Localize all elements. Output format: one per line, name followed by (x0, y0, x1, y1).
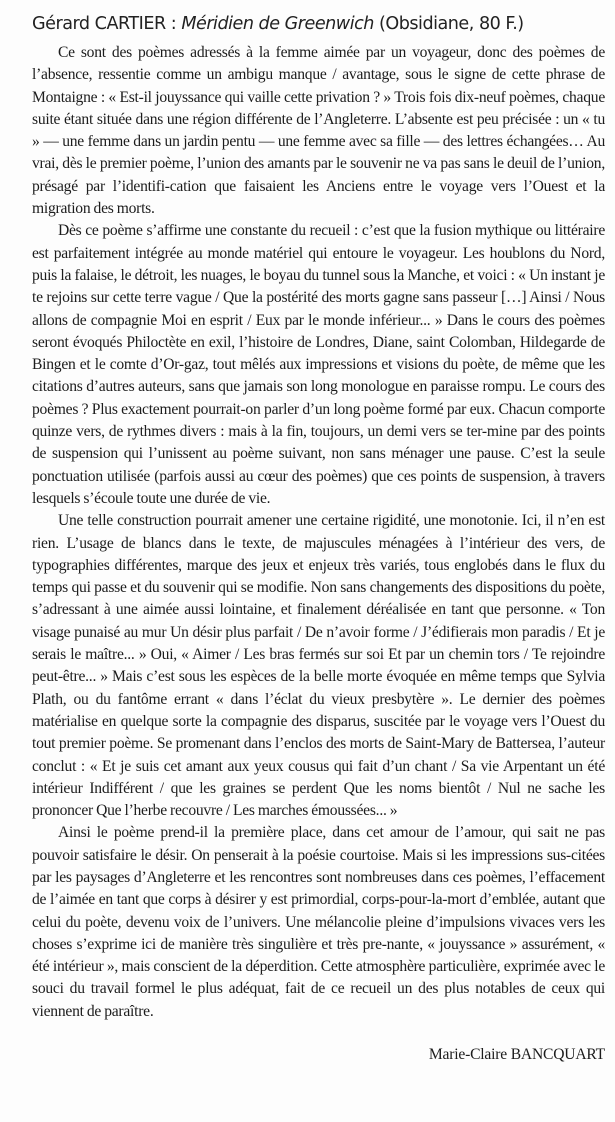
review-heading (32, 12, 605, 36)
paragraph-1: Ce sont des poèmes adressés à la femme aimée par un voyageur, donc des poèmes de l’absence, ressentie comme un ambigu manque / avantage, sous le signe de cette phrase de Montaigne : « Est-il jouyssance qui vaille cette privation ? » Trois fois dix-neuf poèmes, chaque suite étant située dans une région différente de l’Angleterre. L’absente est peu précisée : un « tu » — une femme dans un jardin pentu — une femme avec sa fille — des lettres échangées… Au vrai, dès le premier poème, l’union des amants par le souvenir ne va pas sans le deuil de l’union, présagé par l’identifi-cation que faisaient les Anciens entre le voyage vers l’Ouest et la migration des morts. (32, 44, 605, 218)
heading-publisher: (Obsidiane, 80 F.) (373, 14, 524, 34)
paragraph-4: Ainsi le poème prend-il la première place, dans cet amour de l’amour, qui sait ne pas pouvoir satisfaire le désir. On penserait à la poésie courtoise. Mais si les impressions sus-citées par les paysages d’Angleterre et les rencontres sont nombreuses dans ces poèmes, l’effacement de l’aimée en tant que corps à désirer y est primordial, corps-pour-la-mort d’emblée, autant que celui du poète, devenu voix de l’univers. Une mélancolie pleine d’impulsions vivaces vers les choses s’exprime ici de manière très singulière et très pre-nante, « jouyssance » assurément, « été intérieur », mais conscient de la déperdition. Cette atmosphère particulière, exprimée avec le souci du travail formel le plus adéquat, fait de ce recueil un des plus notables de ceux qui viennent de paraître. (32, 824, 605, 1020)
heading-author: Gérard CARTIER : (32, 14, 182, 34)
review-body (24, 42, 605, 1023)
heading-book-title: Méridien de Greenwich (181, 14, 374, 34)
paragraph-3: Une telle construction pourrait amener une certaine rigidité, une monotonie. Ici, il n’en est rien. L’usage de blancs dans le texte, de majuscules ménagées à l’intérieur des vers, de typographies différentes, marque des jeux et enjeux très variés, tous englobés dans le flux du temps qui passe et du souvenir qui se modifie. Non sans changements des dispositions du poète, s’adressant à une aimée aussi lointaine, et finalement déréalisée en tant que personne. « Ton visage punaisé au mur Un désir plus parfait / De n’avoir forme / J’édifierais mon paradis / Et je serais le maître... » Oui, « Aimer / Les bras fermés sur soi Et par un chemin tors / Te rejoindre peut-être... » Mais c’est sous les espèces de la belle morte évoquée en même temps que Sylvia Plath, ou du fantôme errant « dans l’éclat du vieux presbytère ». Le dernier des poèmes matérialise en quelque sorte la compagnie des disparus, suscitée par le voyage vers l’Ouest du tout premier poème. Se promenant dans l’enclos des morts de Saint-Mary de Battersea, l’auteur conclut : « Et je suis cet amant aux yeux cousus qui fait d’un chant / Sa vie Arpentant un été intérieur Indifférent / que les graines se perdent Que les noms bientôt / Nul ne sache les prononcer Que l’herbe recouvre / Les marches émoussées... » (32, 512, 605, 820)
review-page (24, 12, 605, 1066)
paragraph-2: Dès ce poème s’affirme une constante du recueil : c’est que la fusion mythique ou littéraire est parfaitement intégrée au monde matériel qui entoure le voyageur. Les houblons du Nord, puis la falaise, le détroit, les nuages, le boyau du tunnel sous la Manche, et voici : « Un instant je te rejoins sur cette terre vague / Que la postérité des morts gagne sans passeur […] Ainsi / Nous allons de compagnie Moi en esprit / Eux par le monde inférieur... » Dans le cours des poèmes seront évoqués Philoctète en exil, l’histoire de Londres, Diane, saint Colomban, Hildegarde de Bingen et le comte d’Or-gaz, tout mêlés aux impressions et visions du poète, de même que les citations d’autres auteurs, sans que jamais son long monologue en paraisse rompu. Le cours des poèmes ? Plus exactement pourrait-on parler d’un long poème formé par eux. Chacun comporte quinze vers, de rythmes divers : mais à la fin, toujours, un demi vers se ter-mine par des points de suspension qui l’unissent au poème suivant, non sans ménager une pause. C’est la seule ponctuation utilisée (parfois aussi au cœur des poèmes) que ces points de suspension, à travers lesquels s’écoule toute une durée de vie. (32, 222, 605, 507)
reviewer-signature: Marie-Claire BANCQUART (428, 1046, 605, 1064)
